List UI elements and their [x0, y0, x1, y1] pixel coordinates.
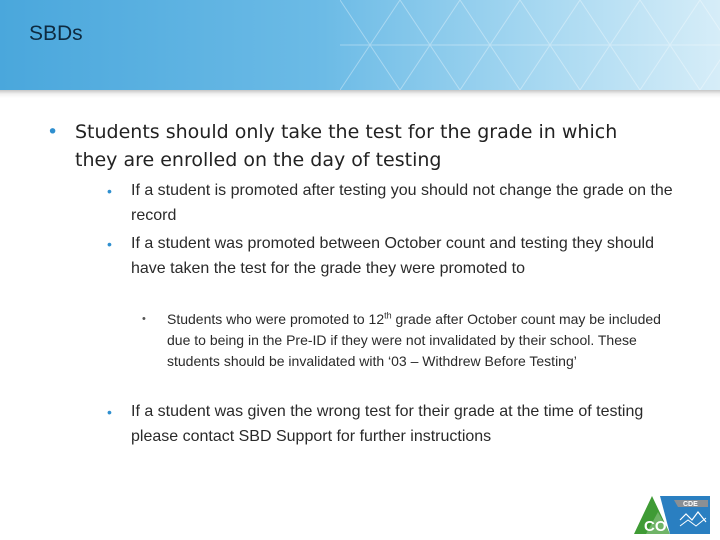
- slide-title: SBDs: [29, 22, 83, 45]
- header-shadow: [0, 90, 720, 98]
- sub-bullet-1: [107, 179, 677, 228]
- sub-bullet-1-text: If a student is promoted after testing you should not change the grade on the record: [131, 182, 673, 224]
- sub-bullet-3: [107, 400, 677, 449]
- triangle-pattern: [340, 0, 720, 90]
- bullet-icon: •: [47, 121, 59, 143]
- main-bullet: [47, 118, 647, 174]
- ordinal-suffix: th: [384, 310, 392, 321]
- logo-top-text: CDE: [683, 501, 698, 508]
- bullet-icon: •: [142, 313, 146, 325]
- sub-bullet-3-text: If a student was given the wrong test for their grade at the time of testing please contact SBD Support for further instructions: [131, 403, 644, 445]
- main-bullet-text: Students should only take the test for the grade in which they are enrolled on the day of testing: [75, 121, 618, 171]
- cde-logo: [630, 490, 712, 536]
- header-banner: [0, 0, 720, 90]
- bullet-icon: •: [107, 183, 112, 199]
- sub-sub-bullet: [142, 309, 672, 372]
- sub-bullet-2: [107, 232, 677, 281]
- bullet-icon: •: [107, 236, 112, 252]
- logo-state-text: CO: [644, 518, 667, 535]
- sub-sub-bullet-text: [167, 309, 672, 372]
- subsub-text-start: Students who were promoted to 12: [167, 311, 385, 327]
- subsub-text-end: grade after October count may be included due to being in the Pre-ID if they were not invalidated by their school. These students should be invalidated with ‘03 – Withdrew Before Testing’: [167, 311, 661, 369]
- bullet-icon: •: [107, 404, 112, 420]
- sub-bullet-2-text: If a student was promoted between October count and testing they should have taken the test for the grade they were promoted to: [131, 235, 654, 277]
